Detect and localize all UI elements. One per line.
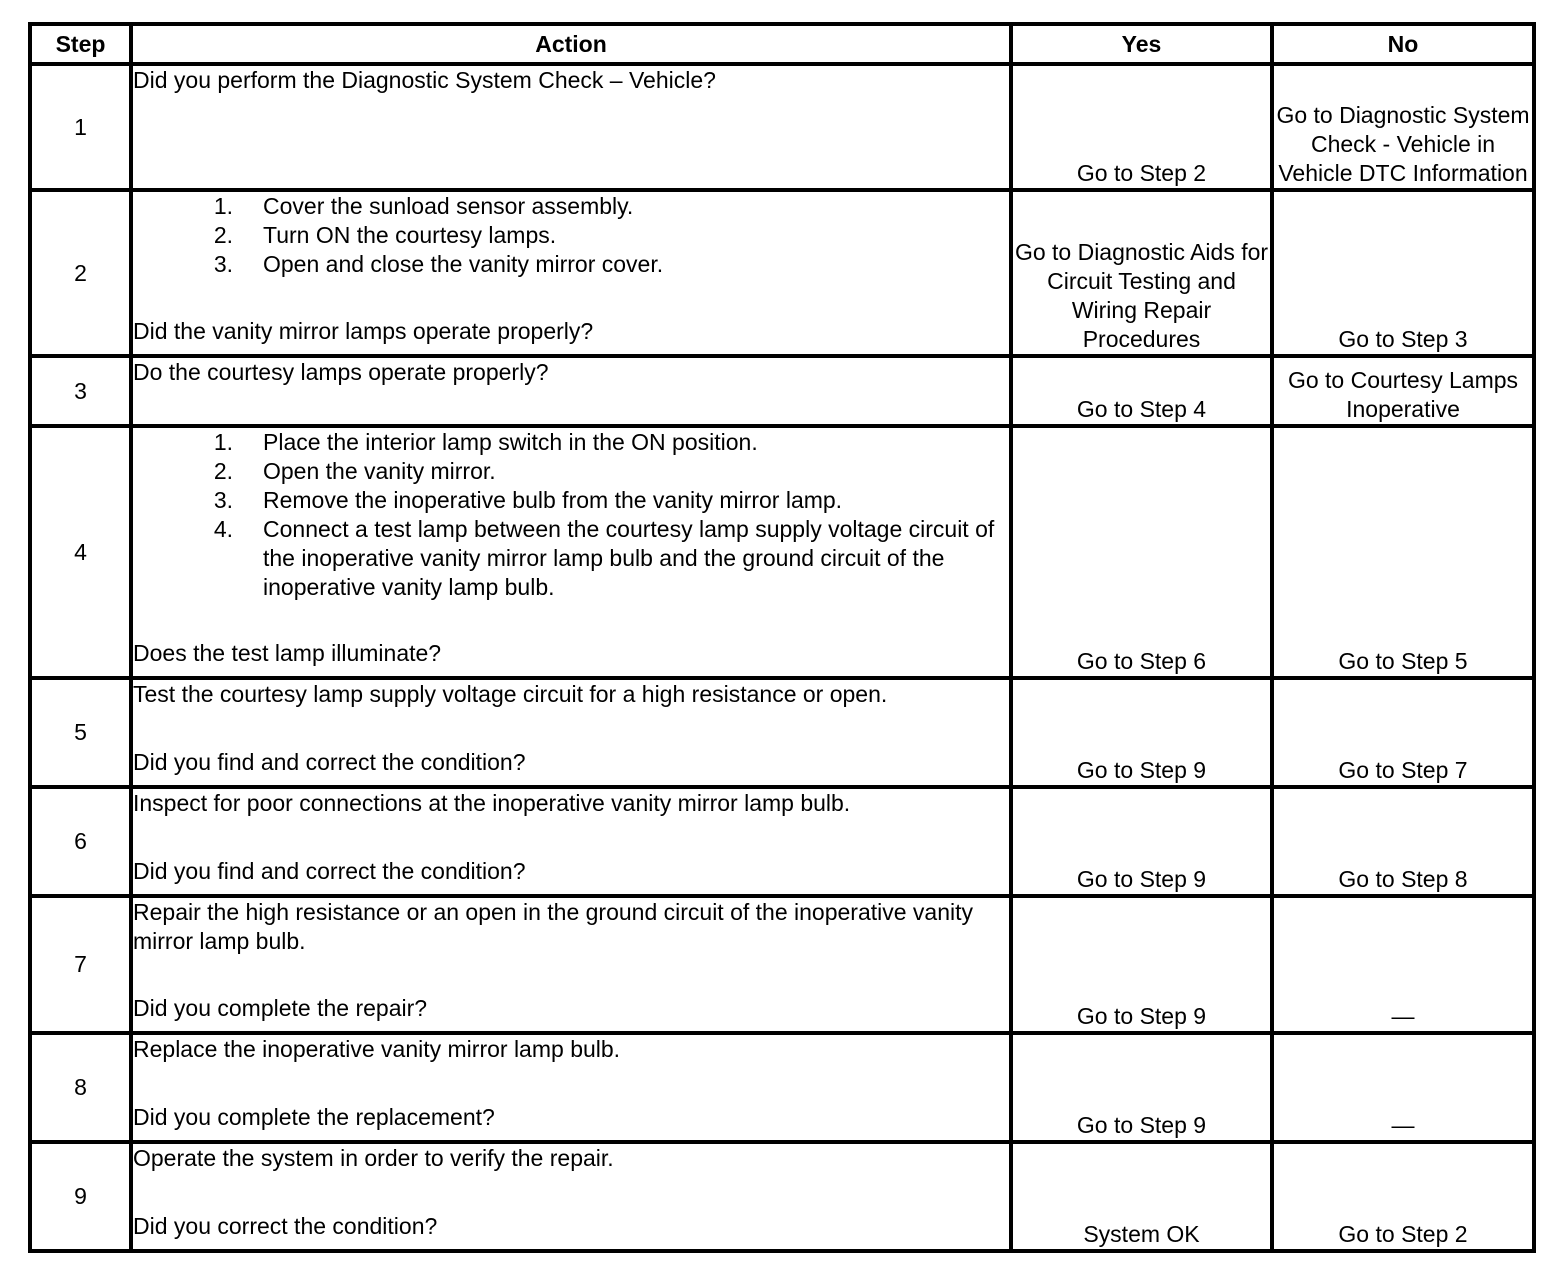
- action-instruction: Operate the system in order to verify the repair.: [133, 1145, 614, 1171]
- action-content: [133, 1144, 1009, 1241]
- table-row: [30, 678, 1534, 787]
- header-yes: Yes: [1011, 24, 1272, 64]
- diagnostic-table: [28, 22, 1536, 1253]
- action-instruction: Inspect for poor connections at the inoperative vanity mirror lamp bulb.: [133, 790, 851, 816]
- yes-result: Go to Step 9: [1011, 678, 1272, 787]
- yes-result: System OK: [1011, 1142, 1272, 1251]
- header-action: Action: [131, 24, 1011, 64]
- step-number: 3: [30, 356, 131, 426]
- no-result: —: [1272, 1033, 1534, 1142]
- action-top: [133, 358, 1009, 387]
- action-content: [133, 192, 1009, 346]
- list-item-text: Open the vanity mirror.: [263, 458, 496, 484]
- yes-result: Go to Step 9: [1011, 787, 1272, 896]
- table-row: [30, 356, 1534, 426]
- list-item: [133, 457, 1009, 486]
- list-item-text: Cover the sunload sensor assembly.: [263, 193, 634, 219]
- yes-result: Go to Step 6: [1011, 426, 1272, 678]
- action-instruction: Do the courtesy lamps operate properly?: [133, 359, 549, 385]
- action-cell: [131, 1033, 1011, 1142]
- step-number: 7: [30, 896, 131, 1033]
- action-content: [133, 789, 1009, 886]
- action-top: [133, 789, 1009, 818]
- action-cell: [131, 787, 1011, 896]
- list-item-number: 2.: [213, 222, 233, 248]
- action-question: Did you correct the condition?: [133, 1213, 438, 1239]
- action-instruction: Test the courtesy lamp supply voltage circuit for a high resistance or open.: [133, 681, 888, 707]
- list-item-number: 3.: [213, 251, 233, 277]
- list-item: [133, 250, 1009, 279]
- step-number: 1: [30, 64, 131, 190]
- step-number: 2: [30, 190, 131, 356]
- action-content: [133, 1035, 1009, 1132]
- list-item: [133, 192, 1009, 221]
- action-content: [133, 358, 1009, 416]
- list-item-number: 1.: [213, 193, 233, 219]
- yes-result: Go to Step 9: [1011, 1033, 1272, 1142]
- yes-result: Go to Step 9: [1011, 896, 1272, 1033]
- list-item-number: 2.: [213, 458, 233, 484]
- action-cell: [131, 190, 1011, 356]
- header-step: Step: [30, 24, 131, 64]
- table-row: [30, 1033, 1534, 1142]
- list-item: [133, 221, 1009, 250]
- step-number: 4: [30, 426, 131, 678]
- action-content: [133, 66, 1009, 180]
- action-top: [133, 1144, 1009, 1173]
- no-result: Go to Step 8: [1272, 787, 1534, 896]
- procedure-list: [133, 428, 1009, 602]
- no-result: —: [1272, 896, 1534, 1033]
- header-row: [30, 24, 1534, 64]
- list-item-text: Turn ON the courtesy lamps.: [263, 222, 557, 248]
- no-result: Go to Step 5: [1272, 426, 1534, 678]
- table-row: [30, 1142, 1534, 1251]
- action-top: [133, 192, 1009, 279]
- action-instruction: Repair the high resistance or an open in the ground circuit of the inoperative vanity mirror lamp bulb.: [133, 899, 974, 954]
- list-item-number: 1.: [213, 429, 233, 455]
- procedure-list: [133, 192, 1009, 279]
- action-cell: [131, 356, 1011, 426]
- action-cell: [131, 1142, 1011, 1251]
- action-instruction: Did you perform the Diagnostic System Check – Vehicle?: [133, 67, 716, 93]
- action-top: [133, 1035, 1009, 1064]
- action-cell: [131, 426, 1011, 678]
- list-item: [133, 515, 1009, 602]
- step-number: 9: [30, 1142, 131, 1251]
- no-result: Go to Diagnostic System Check - Vehicle in Vehicle DTC Information: [1272, 64, 1534, 190]
- table-row: [30, 64, 1534, 190]
- action-cell: [131, 896, 1011, 1033]
- action-content: [133, 898, 1009, 1023]
- header-no: No: [1272, 24, 1534, 64]
- list-item: [133, 486, 1009, 515]
- step-number: 6: [30, 787, 131, 896]
- action-question: Did the vanity mirror lamps operate properly?: [133, 318, 594, 344]
- action-content: [133, 680, 1009, 777]
- action-top: [133, 898, 1009, 956]
- no-result: Go to Step 3: [1272, 190, 1534, 356]
- list-item-number: 4.: [213, 516, 233, 542]
- list-item-text: Remove the inoperative bulb from the vanity mirror lamp.: [263, 487, 843, 513]
- action-top: [133, 428, 1009, 602]
- action-question: Does the test lamp illuminate?: [133, 640, 442, 666]
- action-top: [133, 680, 1009, 709]
- action-top: [133, 66, 1009, 95]
- table-row: [30, 426, 1534, 678]
- action-question: Did you complete the repair?: [133, 995, 428, 1021]
- yes-result: Go to Step 2: [1011, 64, 1272, 190]
- table-row: [30, 787, 1534, 896]
- yes-result: Go to Step 4: [1011, 356, 1272, 426]
- list-item-text: Place the interior lamp switch in the ON position.: [263, 429, 758, 455]
- list-item-text: Open and close the vanity mirror cover.: [263, 251, 664, 277]
- list-item: [133, 428, 1009, 457]
- yes-result: Go to Diagnostic Aids for Circuit Testing and Wiring Repair Procedures: [1011, 190, 1272, 356]
- list-item-text: Connect a test lamp between the courtesy lamp supply voltage circuit of the inoperative vanity mirror lamp bulb and the ground circuit of the inoperative vanity lamp bulb.: [263, 516, 995, 600]
- step-number: 8: [30, 1033, 131, 1142]
- action-cell: [131, 64, 1011, 190]
- action-cell: [131, 678, 1011, 787]
- action-question: Did you find and correct the condition?: [133, 749, 526, 775]
- action-content: [133, 428, 1009, 668]
- table-row: [30, 896, 1534, 1033]
- table-row: [30, 190, 1534, 356]
- list-item-number: 3.: [213, 487, 233, 513]
- action-question: Did you find and correct the condition?: [133, 858, 526, 884]
- step-number: 5: [30, 678, 131, 787]
- action-instruction: Replace the inoperative vanity mirror lamp bulb.: [133, 1036, 621, 1062]
- no-result: Go to Step 2: [1272, 1142, 1534, 1251]
- no-result: Go to Courtesy Lamps Inoperative: [1272, 356, 1534, 426]
- action-question: Did you complete the replacement?: [133, 1104, 495, 1130]
- no-result: Go to Step 7: [1272, 678, 1534, 787]
